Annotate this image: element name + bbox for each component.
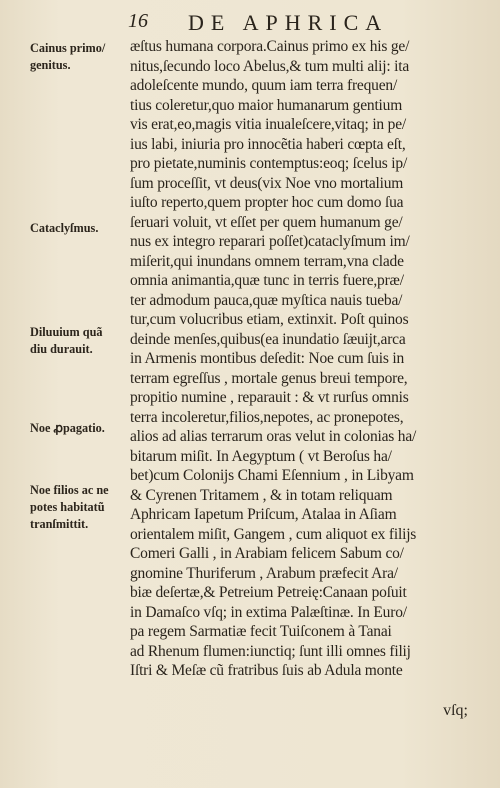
text-line: terra incoleretur,filios,nepotes, ac pronepotes,: [130, 408, 404, 426]
text-line: propitio numine , reparauit : & vt rurſus omnis: [130, 389, 409, 406]
marginal-note-line: Noe filios ac ne: [30, 483, 109, 497]
marginal-note-line: Diluuium quã: [30, 325, 103, 339]
marginal-note-line: Noe ꝓpagatio.: [30, 421, 105, 435]
text-line: miſerit,qui inundans omnem terram,vna clade: [130, 252, 404, 270]
text-line: adoleſcente mundo, quum iam terra frequen/: [130, 77, 398, 94]
text-line: nitus,ſecundo loco Abelus,& tum multi alij: ita: [130, 57, 410, 75]
marginal-note-line: Cainus primo/: [30, 41, 106, 55]
marginal-note-line: tranſmittit.: [30, 517, 89, 531]
marginal-note-cataclysmus: [30, 220, 130, 237]
text-line: æſtus humana corpora.Cainus primo ex his ge/: [130, 38, 410, 55]
text-line: pro pietate,numinis contemptus:eoq; ſcelus ip/: [130, 155, 408, 172]
running-head: DE APHRICA: [188, 10, 389, 35]
text-line: bet)cum Colonijs Chami Eſennium , in Libyam: [130, 467, 414, 484]
text-line: deinde menſes,quibus(ea inundatio ſæuijt,arca: [130, 330, 406, 348]
text-line: pa regem Sarmatiæ fecit Tuiſconem à Tanai: [130, 623, 392, 640]
marginal-note-propagatio: [30, 420, 130, 437]
text-line: iuſto reperto,quem propter hoc cum domo ſua: [130, 194, 404, 211]
text-line: in Armenis montibus deſedit: Noe cum ſuis in: [130, 350, 405, 367]
text-line: nus ex integro reparari poſſet)cataclyſmum im/: [130, 233, 410, 250]
marginal-note-diluuium: [30, 324, 130, 358]
marginal-note-filios: [30, 482, 130, 533]
text-line: Aphricam Iapetum Priſcum, Atalaa in Aſiam: [130, 506, 397, 523]
page-header: [128, 10, 478, 36]
text-line: ſeruari voluit, vt eſſet per quem humanum ge/: [130, 213, 403, 231]
text-line: orientalem miſit, Gangem , cum aliquot ex filijs: [130, 525, 417, 543]
text-line: Iſtri & Meſæ cũ fratribus ſuis ab Adula monte: [130, 662, 403, 679]
text-line: tur,cum volucribus etiam, extinxit. Poſt quinos: [130, 311, 409, 328]
text-line: biæ deſertæ,& Petreium Petreię:Canaan poſuit: [130, 584, 407, 601]
text-line: in Damaſco vſq; in extima Palæſtinæ. In Euro/: [130, 603, 407, 621]
marginal-note-line: diu durauit.: [30, 342, 93, 356]
text-line: bitarum miſit. In Aegyptum ( vt Beroſus ha/: [130, 447, 392, 465]
text-line: omnia animantia,quæ tunc in terris fuere,præ/: [130, 272, 404, 289]
text-line: vis erat,eo,magis vitia inualeſcere,vitaq; in pe/: [130, 116, 406, 133]
text-line: terram egreſſus , mortale genus breui tempore,: [130, 369, 408, 387]
marginal-note-line: Cataclyſmus.: [30, 221, 99, 235]
text-line: ter admodum pauca,quæ myſtica nauis tueba/: [130, 291, 403, 309]
text-line: ſum proceſſit, vt deus(vix Noe vno mortalium: [130, 174, 404, 192]
catchword: vſq;: [443, 702, 468, 719]
text-line: ius labi, iniuria pro innocẽtia haberi cœpta eſt,: [130, 135, 406, 153]
text-line: & Cyrenen Tritamem , & in totam reliquam: [130, 486, 393, 504]
marginal-note-line: potes habitatũ: [30, 500, 105, 514]
text-line: ad Rhenum flumen:iunctiq; ſunt illi omnes filij: [130, 642, 411, 660]
text-line: gnomine Thuriferum , Arabum præfecit Ara/: [130, 564, 398, 582]
page-number: 16: [128, 10, 148, 32]
main-text-block: [130, 37, 475, 681]
text-line: alios ad alias terrarum oras velut in colonias ha/: [130, 428, 417, 445]
marginal-note-line: genitus.: [30, 58, 71, 72]
marginal-note-cainus: [30, 40, 130, 74]
text-line: tius coleretur,quo maior humanarum gentium: [130, 96, 403, 114]
text-line: Comeri Galli , in Arabiam felicem Sabum co/: [130, 545, 404, 562]
